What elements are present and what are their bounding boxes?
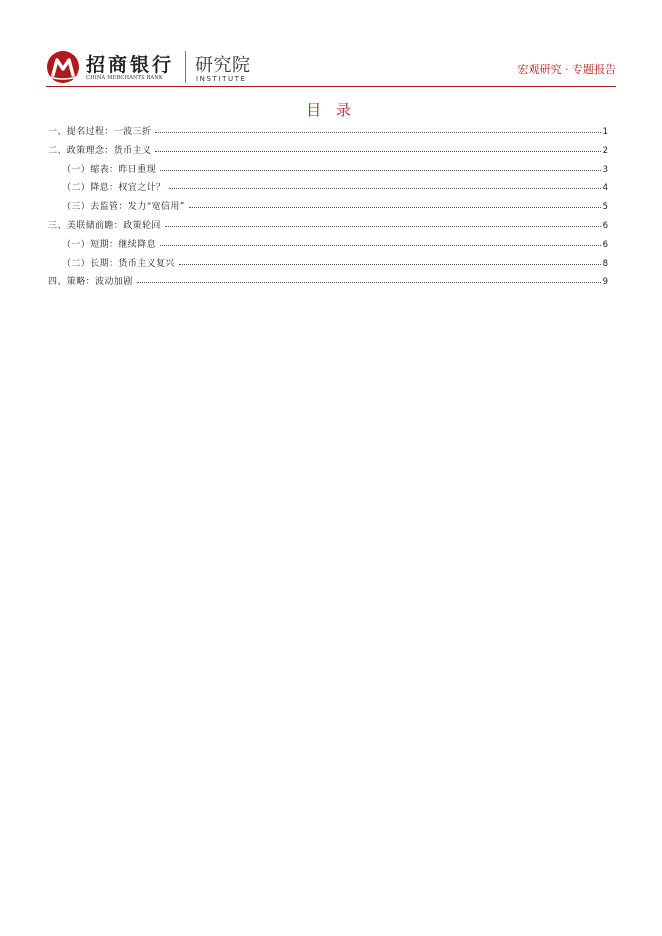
toc-entry-page-number: 6: [602, 220, 608, 231]
bank-name-en: CHINA MERCHANTS BANK: [86, 75, 163, 81]
toc-entry-label: 三、美联储前瞻：政策轮回: [48, 220, 161, 231]
toc-entry-page-number: 2: [602, 145, 608, 156]
toc-dot-leader: [169, 181, 600, 189]
toc-entry[interactable]: [48, 274, 608, 293]
toc-dot-leader: [165, 219, 601, 227]
toc-entry-page-number: 4: [602, 183, 608, 194]
table-of-contents: [48, 124, 608, 293]
toc-entry-page-number: 6: [602, 239, 608, 250]
logo-divider: [185, 51, 186, 83]
toc-entry-label: （二）降息：权宜之计？: [62, 183, 166, 194]
institute-name-cn: 研究院: [195, 55, 251, 76]
toc-entry-label: （一）短期：继续降息: [62, 239, 157, 250]
toc-dot-leader: [155, 144, 600, 152]
report-type-label: 宏观研究 · 专题报告: [517, 63, 616, 76]
report-header: [46, 44, 616, 88]
toc-entry[interactable]: [48, 237, 608, 256]
toc-entry-label: （三）去监管：发力“宽信用”: [62, 202, 185, 213]
toc-entry-label: （一）缩表：昨日重现: [62, 164, 157, 175]
toc-entry[interactable]: [48, 180, 608, 199]
toc-entry[interactable]: [48, 124, 608, 143]
toc-entry-label: 一、提名过程：一波三折: [48, 127, 152, 137]
toc-entry-page-number: 1: [602, 127, 608, 137]
toc-entry[interactable]: [48, 199, 608, 218]
toc-entry[interactable]: [48, 256, 608, 275]
toc-dot-leader: [160, 238, 601, 246]
header-divider: [46, 86, 616, 87]
toc-entry-page-number: 3: [602, 164, 608, 175]
toc-title: 目 录: [306, 101, 356, 119]
toc-entry-label: 四、策略：波动加剧: [48, 277, 133, 288]
toc-dot-leader: [137, 275, 601, 283]
toc-dot-leader: [189, 200, 601, 208]
toc-entry[interactable]: [48, 218, 608, 237]
bank-name-cn: 招商银行: [86, 54, 175, 76]
toc-entry[interactable]: [48, 162, 608, 181]
toc-dot-leader: [160, 163, 601, 171]
toc-dot-leader: [179, 257, 601, 265]
toc-dot-leader: [155, 125, 600, 133]
toc-entry-label: （二）长期：货币主义复兴: [62, 258, 175, 269]
toc-entry[interactable]: [48, 143, 608, 162]
china-merchants-bank-logo-icon: [46, 50, 80, 84]
toc-entry-label: 二、政策理念：货币主义: [48, 145, 152, 156]
toc-entry-page-number: 5: [602, 202, 608, 213]
toc-entry-page-number: 9: [602, 277, 608, 288]
institute-name-en: INSTITUTE: [196, 75, 247, 83]
toc-entry-page-number: 8: [602, 258, 608, 269]
